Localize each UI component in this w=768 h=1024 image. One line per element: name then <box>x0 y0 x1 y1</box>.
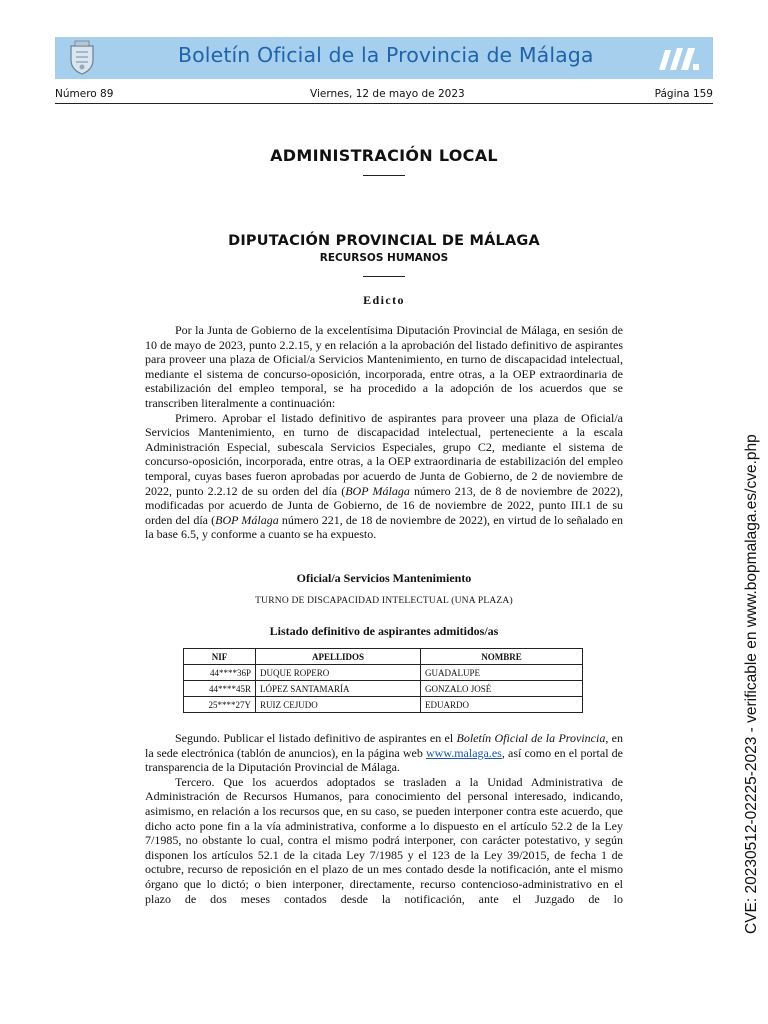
closing-block <box>145 731 623 906</box>
doc-type: Edicto <box>363 293 405 307</box>
primero-paragraph: Primero. Aprobar el listado definitivo de aspirantes para proveer una plaza de Oficial/a Servicios Mantenimiento, en turno de discapacidad intelectual, perteneciente a la escala Administración Especial, subescala Servicios Especiales, grupo C2, mediante el sistema de concurso-oposición, incorporada, entre otras, a la OEP extraordinaria de estabilización del empleo temporal, cuyas bases fueron aprobadas por acuerdo de Junta de Gobierno, de 2 de noviembre de 2022, punto 2.2.12 de su orden del día (BOP Málaga número 213, de 8 de noviembre de 2022), modificadas por acuerdo de Junta de Gobierno, de 16 de noviembre de 2022, punto III.1 de su orden del día (BOP Málaga número 221, de 18 de noviembre de 2022), en virtud de lo señalado en la base 6.5, y conforme a cuanto se ha expuesto. <box>145 410 624 542</box>
intro-block <box>145 323 623 542</box>
table-row <box>184 697 583 713</box>
nif-cell: 44****45R <box>184 681 256 697</box>
segundo-paragraph: Segundo. Publicar el listado definitivo de aspirantes en el Boletín Oficial de la Provincia, en la sede electrónica (tablón de anuncios), en la página web www.malaga.es, así como en el portal de transparencia de la Diputación Provincial de Málaga. <box>145 731 624 775</box>
table-row <box>184 681 583 697</box>
nif-cell: 44****36P <box>184 665 256 681</box>
apellidos-cell: LÓPEZ SANTAMARÍA <box>256 681 421 697</box>
apellidos-cell: DUQUE ROPERO <box>256 665 421 681</box>
table-header-row <box>184 649 583 665</box>
column-header: NOMBRE <box>421 649 583 665</box>
header-divider <box>55 103 713 104</box>
applicants-table <box>183 648 583 713</box>
header-banner <box>55 37 713 79</box>
issue-number: Número 89 <box>55 88 114 100</box>
page-number: Página 159 <box>654 88 713 100</box>
column-header: NIF <box>184 649 256 665</box>
list-title: Listado definitivo de aspirantes admitidos/as <box>269 624 499 638</box>
section-rule <box>363 175 405 176</box>
nombre-cell: GUADALUPE <box>421 665 583 681</box>
column-header: APELLIDOS <box>256 649 421 665</box>
apellidos-cell: RUIZ CEJUDO <box>256 697 421 713</box>
provincial-seal-icon <box>67 40 97 76</box>
nombre-cell: EDUARDO <box>421 697 583 713</box>
intro-paragraph: Por la Junta de Gobierno de la excelentísima Diputación Provincial de Málaga, en sesión de 10 de mayo de 2023, punto 2.2.15, y en relación a la aprobación del listado definitivo de aspirantes para proveer una plaza de Oficial/a Servicios Mantenimiento, en turno de discapacidad intelectual, mediante el sistema de concurso-oposición, incorporada, entre otras, a la OEP extraordinaria de estabilización del empleo temporal, se ha procedido a la adopción de los acuerdos que se transcriben literalmente a continuación: <box>145 323 623 410</box>
department-rule <box>363 276 405 277</box>
malaga-web-link[interactable]: www.malaga.es <box>425 745 502 760</box>
bop-logo-icon <box>657 44 701 72</box>
plaza-title: Oficial/a Servicios Mantenimiento <box>296 571 472 585</box>
issue-date: Viernes, 12 de mayo de 2023 <box>310 88 465 100</box>
nif-cell: 25****27Y <box>184 697 256 713</box>
turno-label: TURNO DE DISCAPACIDAD INTELECTUAL (UNA PLAZA) <box>255 596 513 606</box>
organism-title: DIPUTACIÓN PROVINCIAL DE MÁLAGA <box>228 233 540 249</box>
cve-verification-text: CVE: 20230512-02225-2023 - verificable en www.bopmalaga.es/cve.php <box>743 434 760 934</box>
tercero-paragraph: Tercero. Que los acuerdos adoptados se trasladen a la Unidad Administrativa de Administración de Recursos Humanos, para conocimiento del personal interesado, indicando, asimismo, en relación a los recursos que, en su caso, se pueden interponer contra este acuerdo, que dicho acto pone fin a la vía administrativa, conforme a lo dispuesto en el artículo 52.2 de la Ley 7/1985, no obstante lo cual, contra el mismo podrá interponer, con carácter potestativo, y según disponen los artículos 52.1 de la citada Ley 7/1985 y el 123 de la Ley 39/2015, de fecha 1 de octubre, recurso de reposición en el plazo de un mes contado desde la notificación, ante el mismo órgano que lo dictó; o bien interponer, directamente, recurso contencioso-administrativo en el plazo de dos meses contados desde la notificación, ante el Juzgado de lo <box>145 774 623 906</box>
department-title: RECURSOS HUMANOS <box>319 252 449 264</box>
nombre-cell: GONZALO JOSÉ <box>421 681 583 697</box>
table-row <box>184 665 583 681</box>
section-title: ADMINISTRACIÓN LOCAL <box>270 146 498 165</box>
bulletin-title: Boletín Oficial de la Provincia de Málaga <box>178 43 594 67</box>
